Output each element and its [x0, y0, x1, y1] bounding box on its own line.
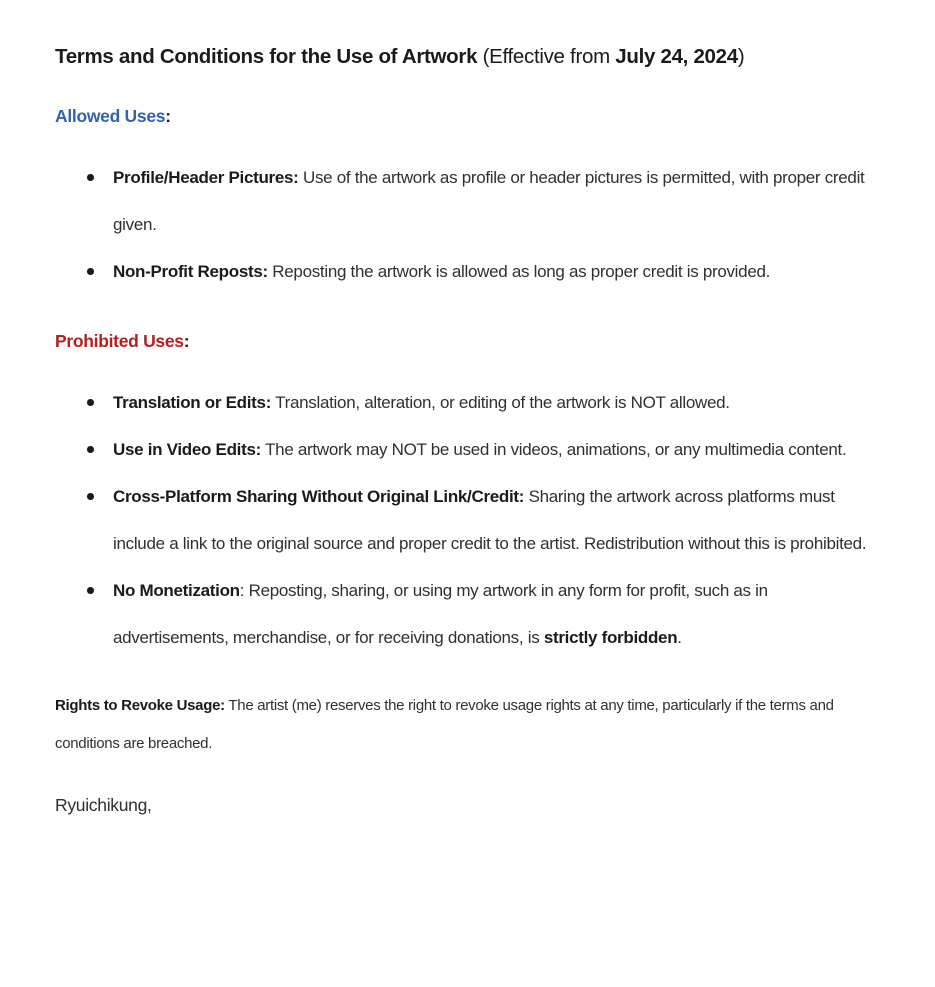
prohibited-uses-heading [55, 329, 880, 353]
section-allowed-uses [55, 104, 880, 295]
bullet-icon [87, 493, 94, 500]
page-title [55, 44, 880, 70]
list-item-text: Sharing the artwork across platforms must include a link to the original source and proper credit to the artist. Redistribution without this is prohibited. [113, 487, 867, 553]
list-item-use-in-video-edits [55, 426, 880, 473]
list-item-label: Translation or Edits: [113, 393, 272, 412]
list-item-tail: . [677, 628, 682, 647]
list-item-text: : Reposting, sharing, or using my artwork in any form for profit, such as in advertisements, merchandise, or for receiving donations, is [113, 581, 768, 647]
list-item-label: Non-Profit Reposts: [113, 262, 268, 281]
list-item-label: Cross-Platform Sharing Without Original Link/Credit: [113, 487, 525, 506]
prohibited-uses-list [55, 379, 880, 661]
bullet-icon [87, 587, 94, 594]
rights-to-revoke-text: The artist (me) reserves the right to revoke usage rights at any time, particularly if the terms and conditions are breached. [55, 697, 834, 752]
list-item-translation-or-edits [55, 379, 880, 426]
list-item-text: The artwork may NOT be used in videos, animations, or any multimedia content. [260, 440, 847, 459]
bullet-icon [87, 399, 94, 406]
list-item-profile-header-pictures [55, 154, 880, 248]
list-item-text: Use of the artwork as profile or header pictures is permitted, with proper credit given. [113, 168, 865, 234]
list-item-text: Translation, alteration, or editing of the artwork is NOT allowed. [271, 393, 730, 412]
allowed-uses-heading-colon: : [165, 106, 171, 126]
rights-to-revoke-paragraph [55, 687, 880, 763]
list-item-label: Use in Video Edits: [113, 440, 261, 459]
title-effective-suffix: ) [737, 45, 745, 68]
list-item-cross-platform-sharing [55, 473, 880, 567]
list-item-no-monetization [55, 567, 880, 661]
title-effective-prefix: (Effective from [477, 45, 616, 68]
prohibited-uses-heading-text: Prohibited Uses [55, 331, 184, 351]
rights-to-revoke-label: Rights to Revoke Usage: [55, 697, 225, 714]
signature-line: Ryuichikung, [55, 795, 152, 815]
section-prohibited-uses [55, 329, 880, 661]
list-item-bold-suffix: strictly forbidden [543, 628, 678, 647]
list-item-non-profit-reposts [55, 248, 880, 295]
list-item-label: No Monetization [113, 581, 240, 600]
bullet-icon [87, 446, 94, 453]
allowed-uses-heading [55, 104, 880, 128]
bullet-icon [87, 174, 94, 181]
title-effective-date: July 24, 2024 [615, 45, 738, 68]
prohibited-uses-heading-colon: : [183, 331, 190, 351]
title-main: Terms and Conditions for the Use of Artwork [55, 45, 478, 68]
list-item-label: Profile/Header Pictures: [113, 168, 299, 187]
allowed-uses-list [55, 154, 880, 295]
list-item-text: Reposting the artwork is allowed as long as proper credit is provided. [267, 262, 771, 281]
bullet-icon [87, 268, 94, 275]
allowed-uses-heading-text: Allowed Uses [55, 106, 166, 126]
